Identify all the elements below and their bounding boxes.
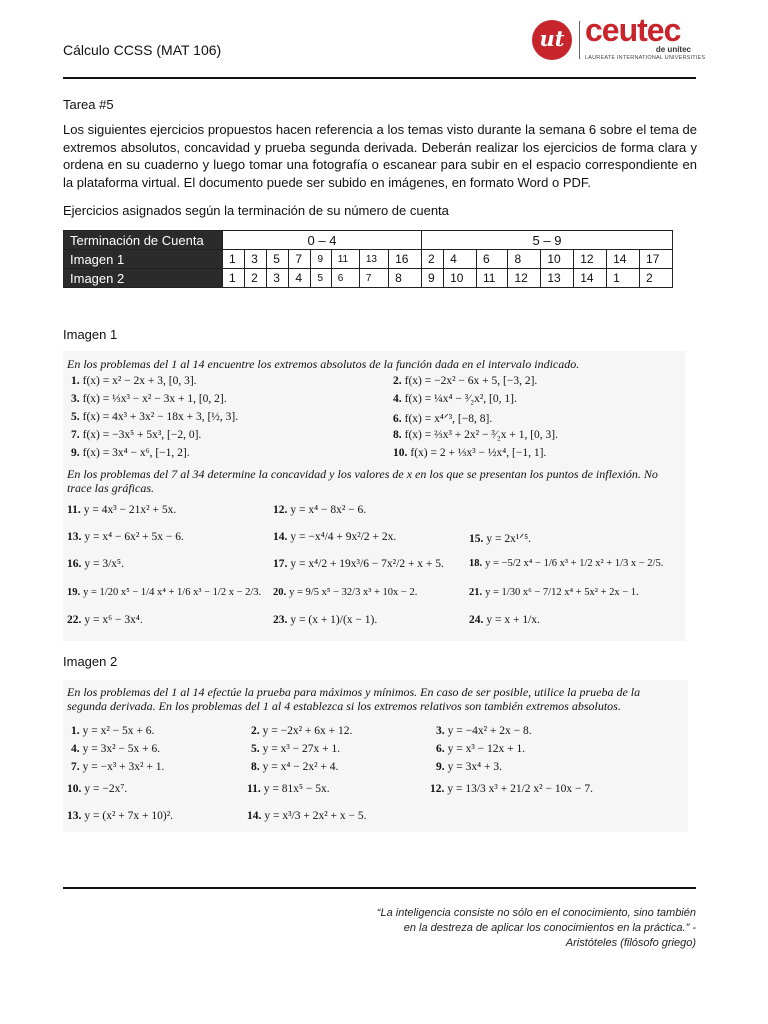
group-0-4: 0 – 4	[223, 231, 422, 250]
exercise-item: 10. y = −2x⁷.	[67, 783, 128, 795]
exercise-item: 13. y = (x² + 7x + 10)².	[67, 810, 174, 822]
table-cell: 14	[607, 250, 640, 269]
table-cell: 9	[422, 269, 444, 288]
table-cell: 8	[508, 250, 541, 269]
exercise-item: 12. y = 13/3 x³ + 21/2 x² − 10x − 7.	[430, 783, 593, 795]
exercise-item: 7. f(x) = −3x⁵ + 5x³, [−2, 0].	[71, 429, 202, 441]
table-cell: 14	[574, 269, 607, 288]
exercise-item: 9. y = 3x⁴ + 3.	[436, 761, 502, 773]
table-cell: 3	[267, 269, 289, 288]
exercise-item: 2. f(x) = −2x² − 6x + 5, [−3, 2].	[393, 375, 538, 387]
table-cell: 16	[389, 250, 422, 269]
exercise-item: 14. y = x³/3 + 2x² + x − 5.	[247, 810, 367, 822]
exercise-item: 17. y = x⁴/2 + 19x³/6 − 7x²/2 + x + 5.	[273, 558, 444, 570]
table-cell: 11	[331, 250, 359, 269]
table-cell: 12	[574, 250, 607, 269]
table-cell: 4	[289, 269, 311, 288]
table-cell: 4	[444, 250, 477, 269]
table-row-imagen-1	[64, 250, 673, 269]
course-title: Cálculo CCSS (MAT 106)	[63, 42, 222, 58]
assignment-table	[63, 230, 673, 288]
table-cell: 6	[477, 250, 508, 269]
table-cell: 12	[508, 269, 541, 288]
exercise-item: 16. y = 3/x⁵.	[67, 558, 124, 570]
exercise-item: 12. y = x⁴ − 8x² − 6.	[273, 504, 367, 516]
table-cell: 1	[223, 269, 245, 288]
logo-separator	[579, 21, 580, 59]
exercise-item: 8. y = x⁴ − 2x² + 4.	[251, 761, 339, 773]
exercise-item: 24. y = x + 1/x.	[469, 614, 540, 626]
exercise-item: 5. f(x) = 4x³ + 3x² − 18x + 3, [½, 3].	[71, 411, 239, 423]
exercise-item: 10. f(x) = 2 + ⅓x³ − ½x⁴, [−1, 1].	[393, 447, 547, 459]
table-cell: 11	[477, 269, 508, 288]
group-5-9: 5 – 9	[422, 231, 673, 250]
exercise-item: 11. y = 81x⁵ − 5x.	[247, 783, 330, 795]
table-cell: 2	[422, 250, 444, 269]
logo-wordmark: ceutec	[585, 12, 681, 48]
imagen-2-intro: En los problemas del 1 al 14 efectúe la prueba para máximos y mínimos. En caso de ser posible, utilice la prueba de la segunda derivada. En los problemas del 1 al 4 establezca si los extremos relativos son también extremos absolutos.	[67, 685, 641, 713]
exercise-item: 1. y = x² − 5x + 6.	[71, 725, 155, 737]
table-cell: 3	[245, 250, 267, 269]
table-header-label: Terminación de Cuenta	[64, 231, 223, 250]
table-cell: 7	[359, 269, 388, 288]
exercise-item: 20. y = 9/5 x⁵ − 32/3 x³ + 10x − 2.	[273, 587, 418, 598]
table-cell: 2	[640, 269, 673, 288]
exercise-item: 5. y = x³ − 27x + 1.	[251, 743, 341, 755]
assignment-title: Tarea #5	[63, 97, 114, 112]
exercise-item: 9. f(x) = 3x⁴ − x⁶, [−1, 2].	[71, 447, 190, 459]
exercise-item: 22. y = x⁶ − 3x⁴.	[67, 614, 143, 626]
table-cell: 17	[640, 250, 673, 269]
imagen-2-scan	[63, 680, 688, 832]
imagen-1-intro-a: En los problemas del 1 al 14 encuentre los extremos absolutos de la función dada en el intervalo indicado.	[67, 357, 580, 371]
exercise-item: 6. f(x) = x⁴ᐟ³, [−8, 8].	[393, 413, 493, 425]
imagen-2-label: Imagen 2	[63, 654, 118, 669]
logo-sub: de unitec	[655, 45, 691, 54]
table-cell: 1	[223, 250, 245, 269]
exercise-item: 7. y = −x³ + 3x² + 1.	[71, 761, 165, 773]
table-cell: 7	[289, 250, 311, 269]
exercise-item: 8. f(x) = ⅔x³ + 2x² − ³⁄₂x + 1, [0, 3].	[393, 429, 558, 441]
table-cell: 6	[331, 269, 359, 288]
imagen-1-intro-b: En los problemas del 7 al 34 determine la concavidad y los valores de x en los que se presentan los puntos de inflexión. No trace las gráficas.	[67, 467, 658, 495]
exercise-item: 13. y = x⁴ − 6x² + 5x − 6.	[67, 531, 184, 543]
table-cell: 10	[541, 250, 574, 269]
exercise-item: 19. y = 1/20 x⁵ − 1/4 x⁴ + 1/6 x³ − 1/2 x − 2/3.	[67, 587, 262, 598]
table-cell: 9	[311, 250, 331, 269]
exercise-item: 11. y = 4x³ − 21x² + 5x.	[67, 504, 177, 516]
exercise-item: 15. y = 2x¹ᐟ⁵.	[469, 533, 532, 545]
table-cell: 13	[359, 250, 388, 269]
ceutec-logo	[532, 12, 706, 62]
header-rule	[63, 77, 696, 79]
footer-quote: “La inteligencia consiste no sólo en el conocimiento, sino también en la destreza de aplicar los conocimientos en la práctica.” -Aristóteles (filósofo griego)	[376, 907, 696, 949]
logo-tagline: LAUREATE INTERNATIONAL UNIVERSITIES	[585, 55, 706, 61]
row-label: Imagen 2	[64, 269, 223, 288]
table-header-row	[64, 231, 673, 250]
table-row-imagen-2	[64, 269, 673, 288]
table-cell: 5	[267, 250, 289, 269]
exercise-item: 6. y = x³ − 12x + 1.	[436, 743, 526, 755]
exercise-item: 4. f(x) = ¼x⁴ − ³⁄₂x², [0, 1].	[393, 393, 517, 405]
exercise-item: 4. y = 3x² − 5x + 6.	[71, 743, 161, 755]
exercise-item: 21. y = 1/30 x⁶ − 7/12 x⁴ + 5x² + 2x − 1.	[469, 587, 639, 598]
exercise-item: 3. y = −4x² + 2x − 8.	[436, 725, 532, 737]
table-cell: 8	[389, 269, 422, 288]
table-cell: 5	[311, 269, 331, 288]
imagen-1-scan	[63, 351, 685, 641]
exercise-item: 2. y = −2x² + 6x + 12.	[251, 725, 353, 737]
exercise-item: 23. y = (x + 1)/(x − 1).	[273, 614, 378, 626]
logo-mark: ut	[532, 20, 572, 60]
exercise-item: 18. y = −5/2 x⁴ − 1/6 x³ + 1/2 x² + 1/3 x − 2/5.	[469, 558, 664, 569]
table-cell: 10	[444, 269, 477, 288]
table-cell: 2	[245, 269, 267, 288]
exercise-item: 14. y = −x⁴/4 + 9x²/2 + 2x.	[273, 531, 397, 543]
table-cell: 1	[607, 269, 640, 288]
table-cell: 13	[541, 269, 574, 288]
imagen-1-label: Imagen 1	[63, 327, 118, 342]
intro-paragraph: Los siguientes ejercicios propuestos hacen referencia a los temas visto durante la semana 6 sobre el tema de extremos absolutos, concavidad y prueba segunda derivada. Deberán realizar los ejercicios de forma clara y ordena en su cuaderno y luego tomar una fotografía o escanear para subir en el espacio correspondiente en la plataforma virtual. El documento puede ser subido en imágenes, en formato Word o PDF.	[63, 122, 697, 190]
footer-rule	[63, 887, 696, 889]
row-label: Imagen 1	[64, 250, 223, 269]
exercise-item: 1. f(x) = x² − 2x + 3, [0, 3].	[71, 375, 197, 387]
exercise-item: 3. f(x) = ⅓x³ − x² − 3x + 1, [0, 2].	[71, 393, 227, 405]
assigned-label: Ejercicios asignados según la terminación de su número de cuenta	[63, 203, 449, 218]
